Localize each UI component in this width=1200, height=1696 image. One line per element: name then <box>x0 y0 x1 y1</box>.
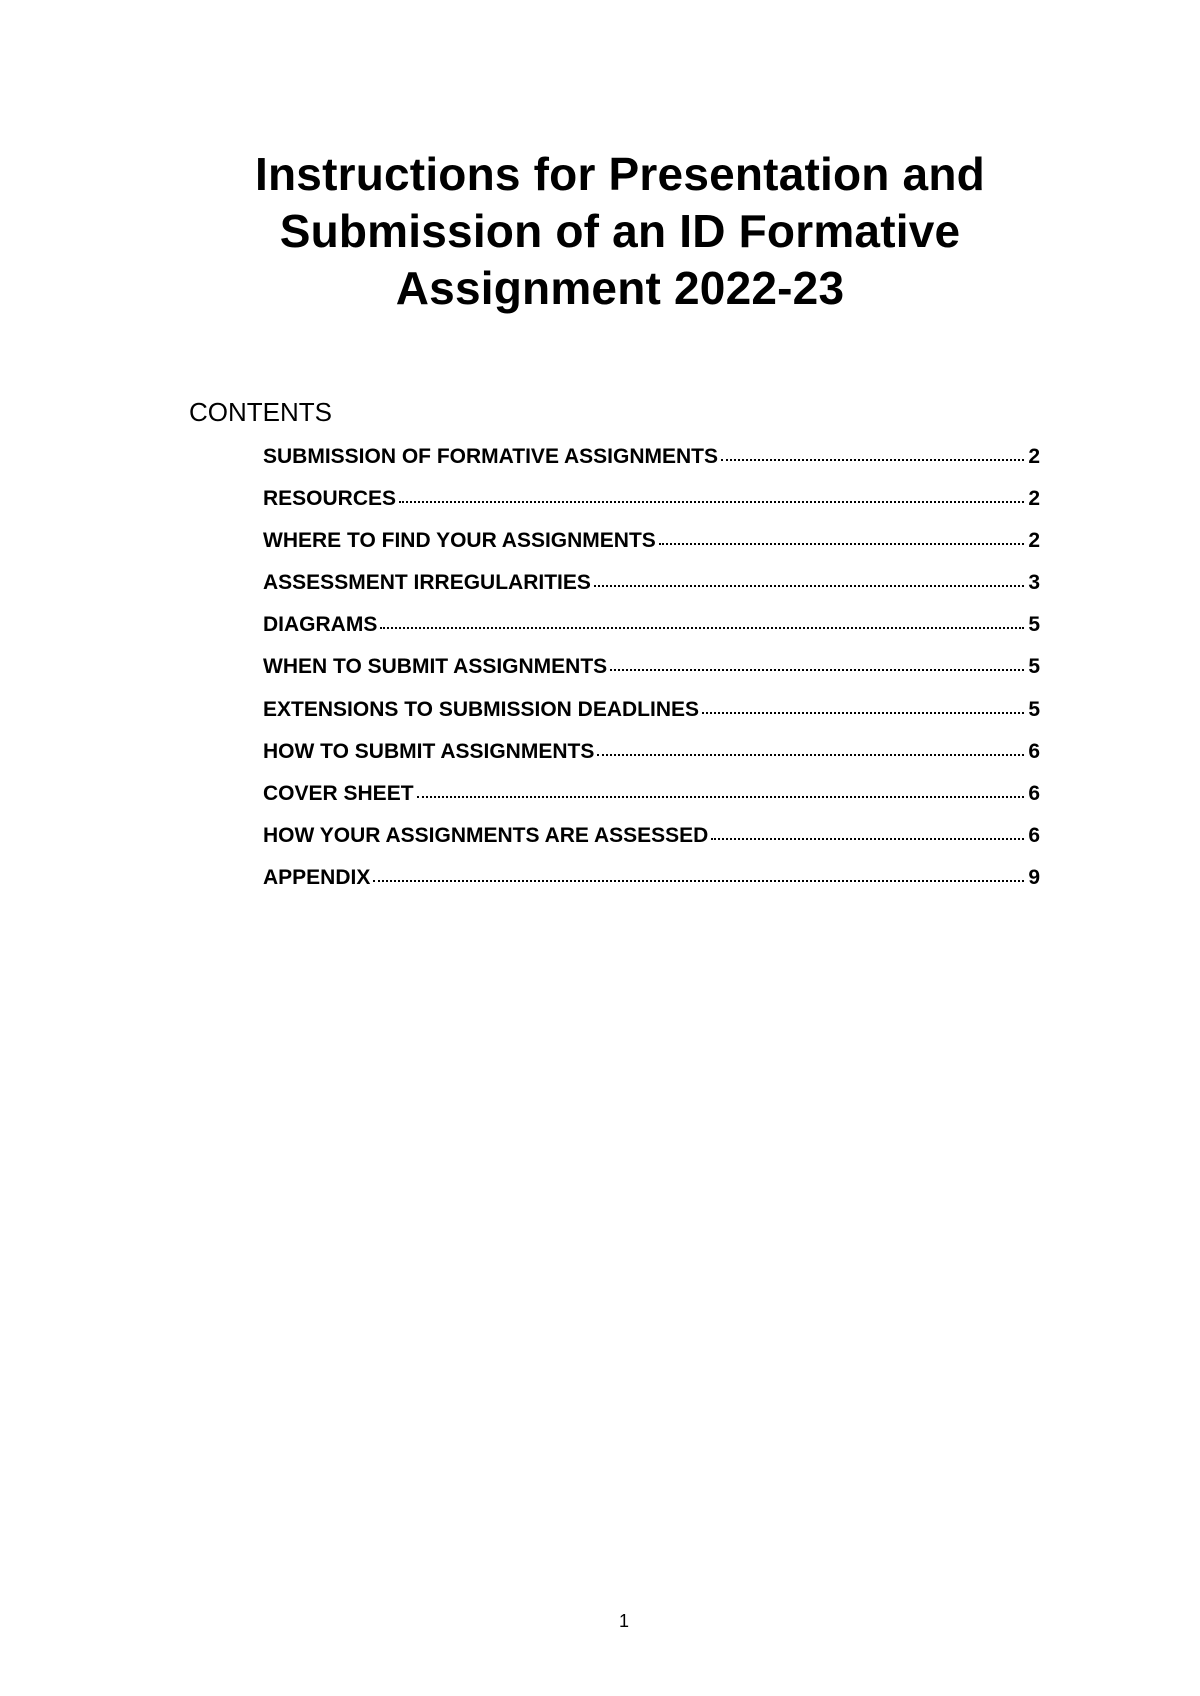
toc-entry-label: HOW YOUR ASSIGNMENTS ARE ASSESSED <box>263 823 709 847</box>
toc-entry-label: DIAGRAMS <box>263 613 378 637</box>
toc-entry-page: 3 <box>1028 571 1040 595</box>
toc-entry[interactable] <box>263 737 1040 779</box>
toc-dot-leader <box>702 712 1024 714</box>
toc-entry-page: 6 <box>1028 739 1040 763</box>
toc-entry[interactable] <box>263 695 1040 737</box>
toc-entry-label: APPENDIX <box>263 865 371 889</box>
toc-entry-page: 5 <box>1028 655 1040 679</box>
contents-heading: CONTENTS <box>189 397 332 427</box>
toc-entry-page: 5 <box>1028 613 1040 637</box>
toc-entry[interactable] <box>263 442 1040 484</box>
toc-dot-leader <box>373 880 1024 882</box>
toc-entry-page: 9 <box>1028 865 1040 889</box>
toc-dot-leader <box>659 543 1025 545</box>
toc-entry-page: 5 <box>1028 697 1040 721</box>
toc-entry[interactable] <box>263 779 1040 821</box>
toc-entry-page: 2 <box>1028 529 1040 553</box>
toc-entry-label: RESOURCES <box>263 487 397 511</box>
toc-entry-label: HOW TO SUBMIT ASSIGNMENTS <box>263 739 595 763</box>
toc-entry[interactable] <box>263 484 1040 526</box>
toc-entry-page: 2 <box>1028 487 1040 511</box>
toc-entry[interactable] <box>263 863 1040 905</box>
toc-entry-label: SUBMISSION OF FORMATIVE ASSIGNMENTS <box>263 445 719 468</box>
page-number: 1 <box>618 1611 629 1631</box>
toc-entry[interactable] <box>263 568 1040 610</box>
toc-dot-leader <box>594 585 1024 587</box>
toc-dot-leader <box>711 838 1024 840</box>
toc-dot-leader <box>721 459 1024 461</box>
toc-dot-leader <box>380 627 1024 629</box>
toc-entry-label: ASSESSMENT IRREGULARITIES <box>263 571 591 595</box>
table-of-contents <box>263 442 1040 905</box>
toc-entry-page: 6 <box>1028 781 1040 805</box>
toc-dot-leader <box>610 669 1024 671</box>
toc-dot-leader <box>417 796 1025 798</box>
document-title: Instructions for Presentation and Submission of an ID Formative Assignment 2022-23 <box>255 148 985 314</box>
toc-entry-page: 6 <box>1028 823 1040 847</box>
toc-entry-label: WHEN TO SUBMIT ASSIGNMENTS <box>263 655 608 679</box>
toc-entry-label: COVER SHEET <box>263 781 414 805</box>
toc-entry[interactable] <box>263 526 1040 568</box>
toc-entry[interactable] <box>263 821 1040 863</box>
toc-entry-label: WHERE TO FIND YOUR ASSIGNMENTS <box>263 529 656 553</box>
toc-entry[interactable] <box>263 652 1040 694</box>
toc-entry-label: EXTENSIONS TO SUBMISSION DEADLINES <box>263 697 700 721</box>
toc-dot-leader <box>597 754 1024 756</box>
toc-entry-page: 2 <box>1028 445 1040 468</box>
toc-entry[interactable] <box>263 610 1040 652</box>
toc-dot-leader <box>399 501 1024 503</box>
